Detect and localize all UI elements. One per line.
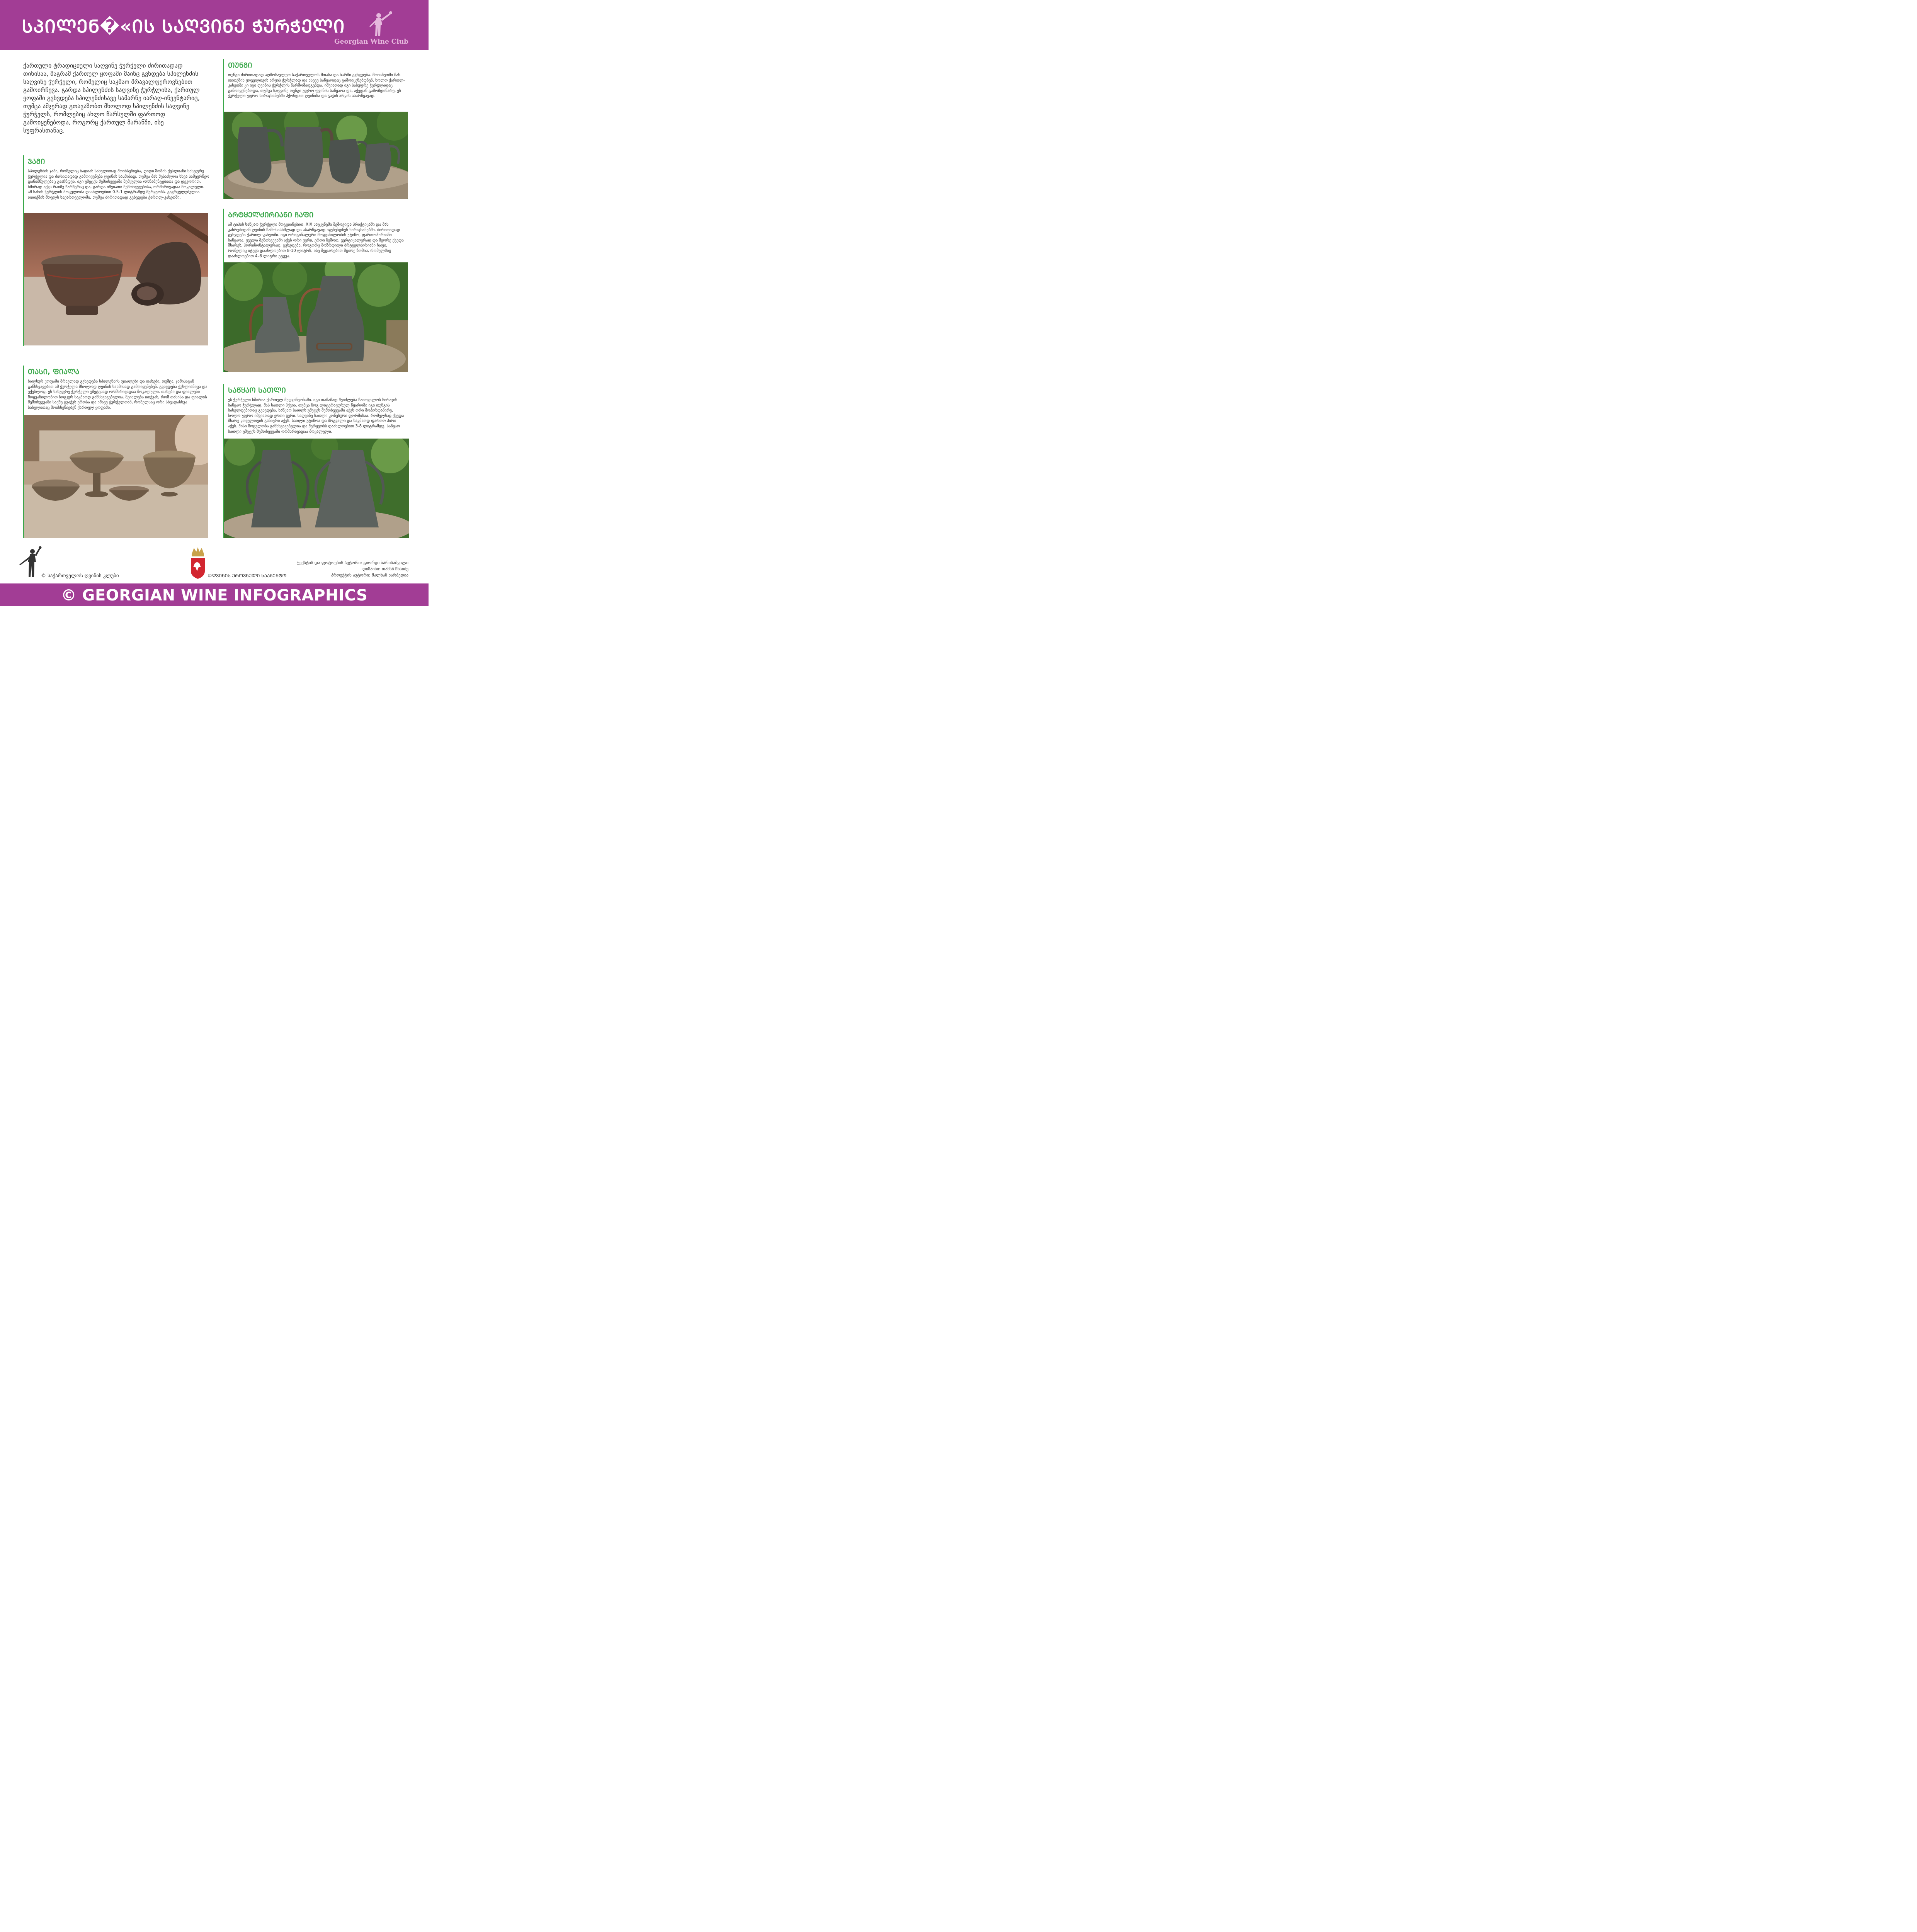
credit-text-photo: ტექსტის და ფოტოების ავტორი: გიორგი ბარისაშვილი	[296, 560, 408, 565]
section-title-satli: ᲡᲐᲬᲧᲐᲝ ᲡᲐᲗᲚᲘ	[228, 386, 286, 395]
bottom-banner-text: © GEORGIAN WINE INFOGRAPHICS	[61, 587, 368, 604]
section-text-jami: სპილენძის ჯამი, რომელიც ბადიას სახელითაც მოიხსენიება, დიდი ზომის ქუსლიანი სასუფრე ჭურჭელია და ძირითადად გამოიყენება ღვინის სასმისად, თუმცა მას შესაძლოა სხვა სამეურნეო დანიშნულებაც გააჩნდეს. იგი უმეტეს შემთხვევაში შემკულია ორნამენტებითა და დეკორით. ხშირად აქვს რაიმე წარწერაც და, გარდა იშვიათი შემთხვევებისა, ორმხრივადაა მოკალული. ამ სახის ჭურჭლის მოცულობა დაახლოებით 0.5-1 ლიტრამდე მერყეობს. გავრცელებულია თითქმის მთელს საქართველოში, თუმცა ძირითადად გვხვდება ქართლ-კახეთში.	[28, 169, 209, 200]
credit-project: პროექტის ავტორი: მალხაზ ხარბედია	[331, 573, 408, 578]
photo-tunga-jugs	[224, 112, 408, 199]
intro-paragraph: ქართული ტრადიციული საღვინე ჭურჭელი ძირითადად თიხისაა, მაგრამ ქართულ ყოფაში მაინც გვხდება სპილენძის საღვინე ჭურჭელი, რომელიც საკმაო მრავალფეროვნებით გამოირჩევა. გარდა სპილენძის საღვინე ჭურჭლისა, ქართულ ყოფაში გვხვდება სპილენძისავე სამარნე იარაღ-ინვენტარიც, თუმცა ამჯერად გთავაზობთ მხოლოდ სპილენძის საღვინე ჭურჭელს, რომლებიც ახლო წარსულში ფართოდ გამოიყენებოდა, როგორც ქართულ მარანში, ისე სუფრასთანაც.	[23, 62, 200, 134]
photo-jami-bowls	[24, 213, 208, 345]
coat-of-arms-icon	[189, 546, 206, 580]
club-name: Georgian Wine Club	[334, 38, 408, 46]
photo-tasi-cups	[24, 415, 208, 538]
section-title-tasi: ᲗᲐᲡᲘ, ᲤᲘᲐᲚᲐ	[28, 368, 80, 376]
section-text-chapi: ამ ტიპის საწყაო ჭურჭელი მოგვიანებით, XIX საუკუნეში შემოვიდა პრაქტიკაში და მას კახრებიდან ღვინის ჩამოსასხმლად და ასარწყავად იყენებდნენ სირაჯხანებში. ძირითადად გვხვდება ქართლ-კახეთში. იგი ორიგინალური მოყვანილობის უტიჩო, ფართოპირიანი საწყაოა. ყველა შემთხვევაში აქვს ორი ყური, ერთი ზემოთ, ვერტიკალურად და მეორე ქვედა მხარეს, ჰორიზონტალურად. გვხვდება, როგორც მოზრდილი ბრტყელძირიანი ჩაფი, რომელიც იტევს დაახლოებით 8-10 ლიტრს, ისე შედარებით მცირე ზომის, რომელშიც დაახლოებით 4–6 ლიტრი ეტევა.	[228, 223, 404, 259]
photo-chapi-vessels	[224, 262, 408, 372]
section-title-chapi: ᲑᲠᲢᲧᲔᲚᲫᲘᲠᲘᲐᲜᲘ ᲩᲐᲤᲘ	[228, 211, 314, 219]
footer-club-copyright: © საქართველოს ღვინის კლუბი	[41, 573, 119, 579]
winemaker-silhouette-icon	[19, 546, 42, 580]
wine-club-logo-icon	[367, 10, 394, 37]
credit-design: დიზაინი: თამაზ ჩხაიძე	[362, 566, 408, 571]
header-bar	[0, 0, 429, 50]
section-text-tasi: ხალხურ ყოფაში მრავლად გვხვდება სპილენძის ფიალები და თასები, თუმცა, ჯამისაგან განსხვავებით ამ ჭურჭელს მხოლოდ ღვინის სასმისად გამოიყენებენ. გვხვდება ქუსლიანიცა და უქუსლოც. ეს სასუფრე ჭურჭელი უმეტესად ორმხრივადაა მოკალული. თასები და ფიალები მოყვანილობით ზოგჯერ საკმაოდ განსხვავებულია. შეიძლება ითქვას, რომ თასისა და ფიალის შემთხვევაში საქმე გვაქვს ერთსა და იმავე ჭურჭელთან, რომელსაც ორი სხვადასხვა სახელითაც მოიხსენიებენ ქართულ ყოფაში.	[28, 379, 208, 410]
bottom-banner	[0, 583, 429, 606]
section-title-tunga: ᲗᲣᲜᲒᲘ	[228, 61, 252, 70]
section-text-satli: ეს ჭურჭელი ხშირია ქართულ მეღვინეობაში. იგი თამამად შეიძლება ჩაითვალოს სირაჯის საწყაო ჭურჭლად. მას სათლი ჰქვია, თუმცა ზოგ ლიტერატურულ წყაროში იგი თუნგის სახელდებითაც გვხვდება. საწყაო სათლს უმეტეს შემთხვევაში აქვს ორი მოპირდაპირე, ხოლო უფრო იშვიათად ერთი ყური. საღვინე სათლი კონუსური ფორმისაა, რომელსაც ქვედა მხარე ყოველთვის განიერი აქვს. სათლი უტიჩოა და მრგვალი და საკმაოდ ფართო პირი აქვს. მისი მოცულობა განსხვავებულია და მერყეობს დაახლოებით 3-8 ლიტრამდე. საწყაო სათლი უმეტეს შემთხვევაში ორმხრივადაა მოკალული.	[228, 398, 404, 434]
section-text-tunga: თუნგი ძირითადად აღმოსავლეთ საქართველოს მთასა და ბარში გვხვდება. მთიანეთში მას თითქმის ყოველთვის არყის ჭურჭლად და ასევე საწყაოდაც გამოიყენებდნენ, ხოლო ქართლ-კახეთში კი იგი ღვინის ჭურჭლის წარმომადგენდა. იშვიათად იგი სასუფრე ჭურჭლადაც გამოიყენებოდა, თუმცა საღვინე თუნგი უფრო ღვინის საწყაოა და, აქედან გამომდინარე, ეს ჭურჭელი უფრო სირაჯხანებში ჰქონდათ ღვინისა და ჭაჭის არყის ასარწყავად.	[228, 73, 405, 99]
page-title: ᲡᲞᲘᲚᲔᲜ�«ᲘᲡ ᲡᲐᲦᲕᲘᲜᲔ ᲭᲣᲠᲭᲔᲚᲘ	[22, 16, 345, 37]
photo-satli-buckets	[224, 439, 409, 538]
credits-block	[297, 560, 408, 578]
section-title-jami: ᲯᲐᲛᲘ	[28, 158, 45, 166]
footer-agency: ©ᲦᲕᲘᲜᲘᲡ ᲔᲠᲝᲕᲜᲣᲚᲘ ᲡᲐᲐᲒᲔᲜᲢᲝ	[208, 573, 287, 578]
